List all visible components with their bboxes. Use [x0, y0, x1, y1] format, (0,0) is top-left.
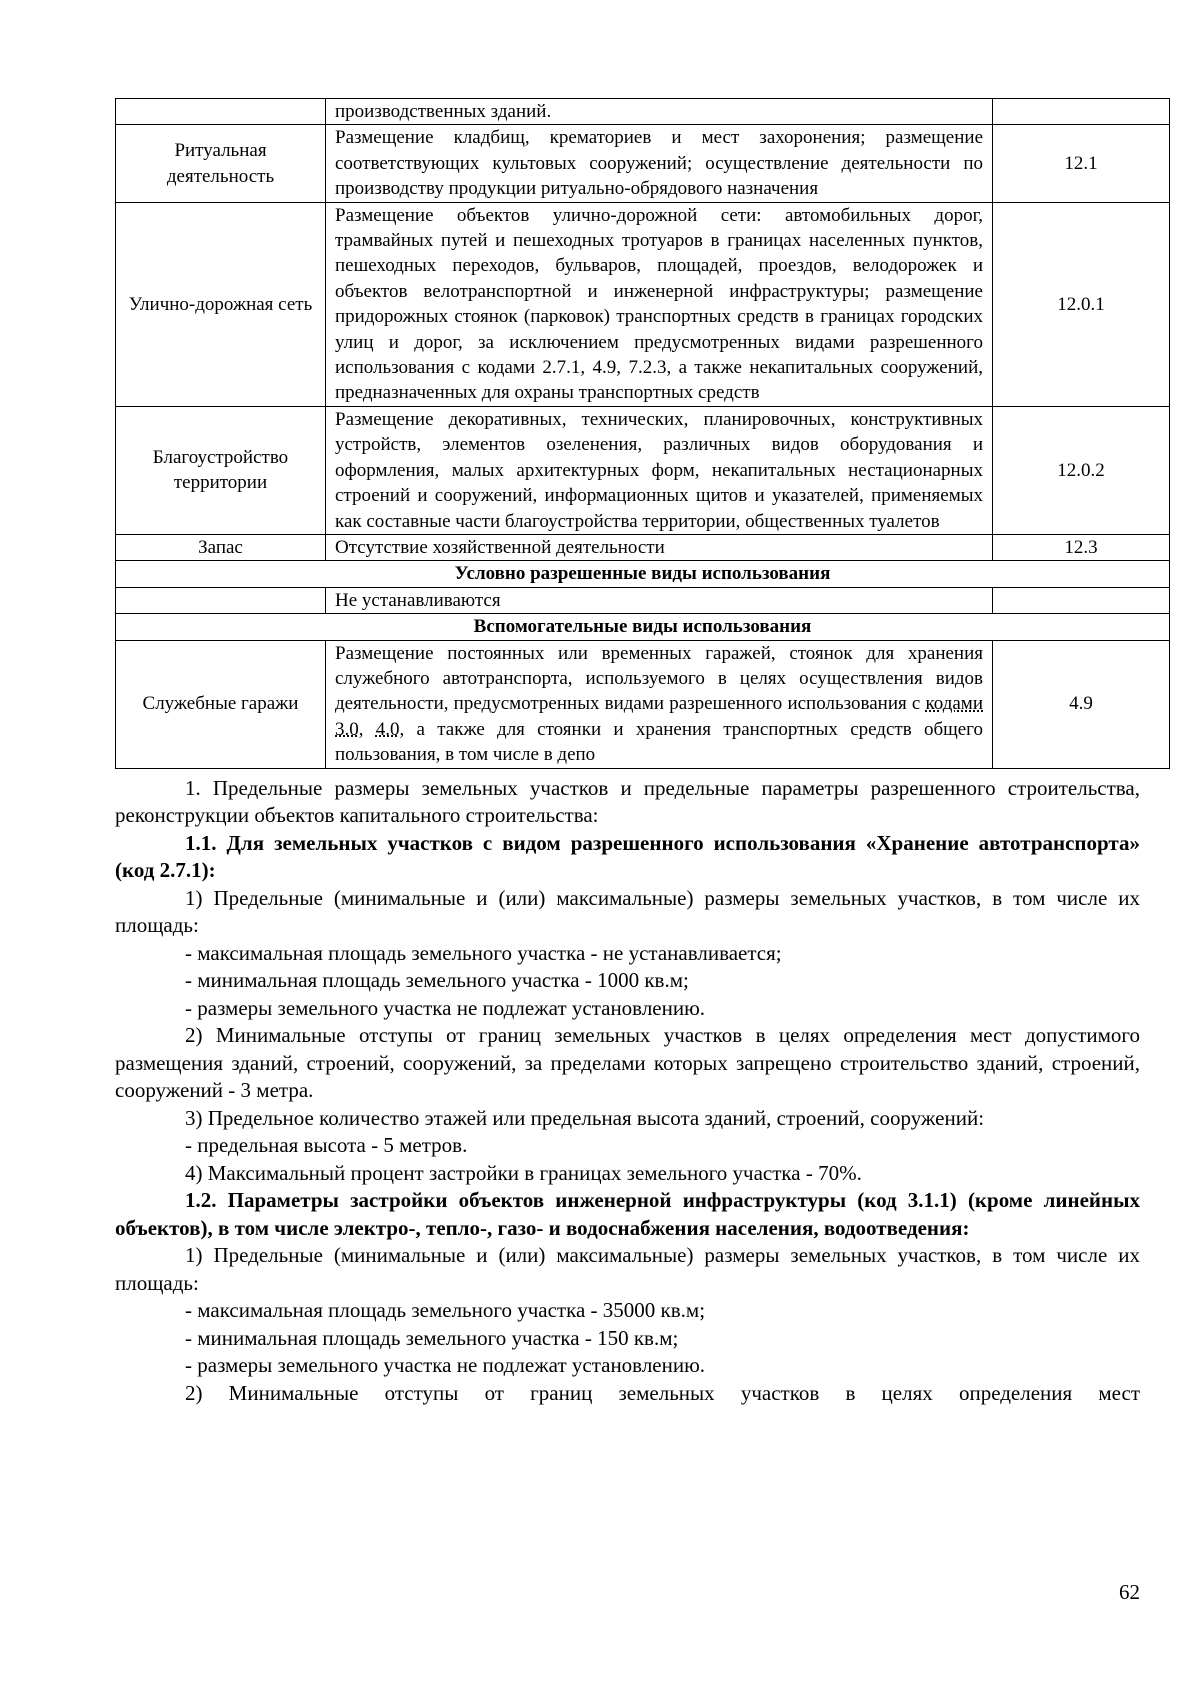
section-conditional-uses-heading: Условно разрешенные виды использования [116, 561, 1170, 587]
paragraph: 2) Минимальные отступы от границ земельных участков в целях определения мест [185, 1380, 1140, 1405]
list-item: - размеры земельного участка не подлежат установлению. [185, 1353, 706, 1378]
use-description-cell: Размещение кладбищ, крематориев и мест захоронения; размещение соответствующих культовых сооружений; осуществление деятельности по производству продукции ритуально-обрядового назначения [326, 125, 993, 202]
paragraph: 4) Максимальный процент застройки в границах земельного участка - 70%. [185, 1160, 862, 1185]
paragraph: 2) Минимальные отступы от границ земельных участков в целях определения мест допустимого размещения зданий, строений, сооружений, за пределами которых запрещено строительство зданий, строений, сооружений - 3 метра. [115, 1023, 1140, 1103]
section-header-row [116, 614, 1170, 640]
paragraph: 1) Предельные (минимальные и (или) максимальные) размеры земельных участков, в том числе их площадь: [115, 885, 1140, 938]
paragraph: 3) Предельное количество этажей или предельная высота зданий, строений, сооружений: [185, 1105, 985, 1130]
codes-link-4-0[interactable]: 4.0 [375, 718, 400, 740]
table-row [116, 406, 1170, 534]
section-auxiliary-uses-heading: Вспомогательные виды использования [116, 614, 1170, 640]
codes-link-3-0[interactable]: кодами 3.0 [335, 693, 983, 740]
list-item: - максимальная площадь земельного участка - не устанавливается; [185, 940, 782, 965]
separator-text: , [358, 718, 376, 740]
use-code-cell [993, 587, 1170, 613]
use-code-cell: 12.3 [993, 534, 1170, 560]
table-row [116, 99, 1170, 125]
list-item: - размеры земельного участка не подлежат установлению. [185, 995, 706, 1020]
use-description-cell: производственных зданий. [326, 99, 993, 125]
use-description-cell: Отсутствие хозяйственной деятельности [326, 534, 993, 560]
table-row [116, 202, 1170, 406]
table-row [116, 587, 1170, 613]
use-name-cell [116, 99, 326, 125]
use-description-cell: Размещение декоративных, технических, планировочных, конструктивных устройств, элементов озеленения, различных видов оборудования и оформления, малых архитектурных форм, некапитальных нестационарных строений и сооружений, информационных щитов и указателей, применяемых как составные части благоустройства территории, общественных туалетов [326, 406, 993, 534]
body-text [115, 775, 1140, 1408]
page-number: 62 [1119, 1580, 1140, 1604]
use-name-cell: Улично-дорожная сеть [116, 202, 326, 406]
list-item: - минимальная площадь земельного участка - 150 кв.м; [185, 1325, 679, 1350]
table-row [116, 125, 1170, 202]
paragraph: 1. Предельные размеры земельных участков и предельные параметры разрешенного строительства, реконструкции объектов капитального строительства: [115, 775, 1140, 828]
use-code-cell: 12.1 [993, 125, 1170, 202]
use-name-cell: Запас [116, 534, 326, 560]
table-row [116, 534, 1170, 560]
use-name-cell: Служебные гаражи [116, 640, 326, 768]
use-name-cell: Благоустройство территории [116, 406, 326, 534]
paragraph: 1) Предельные (минимальные и (или) максимальные) размеры земельных участков, в том числе их площадь: [115, 1243, 1140, 1295]
use-code-cell: 12.0.1 [993, 202, 1170, 406]
document-page [115, 98, 1140, 1407]
use-description-cell: Не устанавливаются [326, 587, 993, 613]
use-code-cell: 4.9 [993, 640, 1170, 768]
use-description-cell: Размещение объектов улично-дорожной сети: автомобильных дорог, трамвайных путей и пешеходных тротуаров в границах населенных пунктов, пешеходных переходов, бульваров, площадей, проездов, велодорожек и объектов велотранспортной и инженерной инфраструктуры; размещение придорожных стоянок (парковок) транспортных средств в границах городских улиц и дорог, за исключением предусмотренных видами разрешенного использования с кодами 2.7.1, 4.9, 7.2.3, а также некапитальных сооружений, предназначенных для охраны транспортных средств [326, 202, 993, 406]
use-description-cell [326, 640, 993, 768]
section-heading-1-2: 1.2. Параметры застройки объектов инженерной инфраструктуры (код 3.1.1) (кроме линейных объектов), в том числе электро-, тепло-, газо- и водоснабжения населения, водоотведения: [115, 1188, 1140, 1240]
use-code-cell [993, 99, 1170, 125]
description-text: , а также для стоянки и хранения транспортных средств общего пользования, в том числе в депо [335, 718, 984, 766]
list-item: - минимальная площадь земельного участка - 1000 кв.м; [185, 968, 689, 993]
section-heading-1-1: 1.1. Для земельных участков с видом разрешенного использования «Хранение автотранспорта» (код 2.7.1): [115, 830, 1140, 883]
list-item: - предельная высота - 5 метров. [185, 1133, 468, 1158]
use-name-cell: Ритуальная деятельность [116, 125, 326, 202]
use-name-cell [116, 587, 326, 613]
description-text: Размещение постоянных или временных гаражей, стоянок для хранения служебного автотранспорта, используемого в целях осуществления видов деятельности, предусмотренных видами разрешенного использования с [335, 642, 983, 715]
list-item: - максимальная площадь земельного участка - 35000 кв.м; [185, 1298, 706, 1323]
section-header-row [116, 561, 1170, 587]
table-row [116, 640, 1170, 768]
land-use-table [115, 98, 1170, 769]
use-code-cell: 12.0.2 [993, 406, 1170, 534]
